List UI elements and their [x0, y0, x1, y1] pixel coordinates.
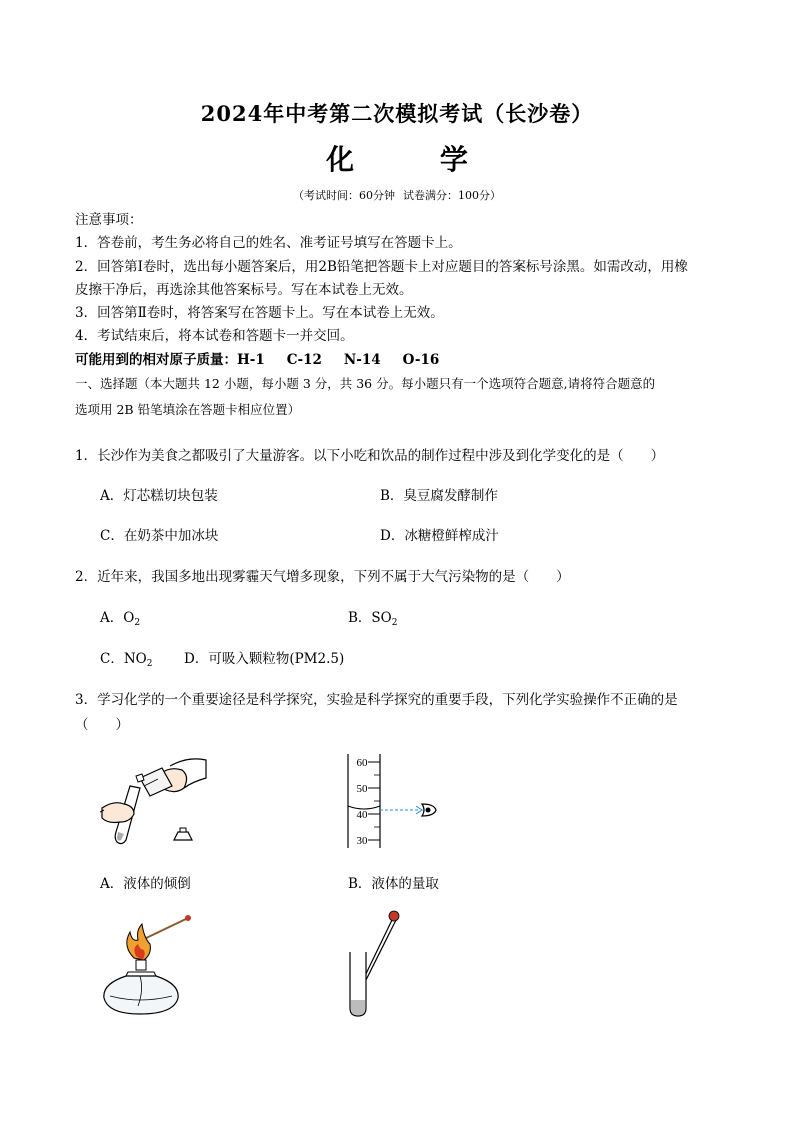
- question-2-option-d: D．可吸入颗粒物(PM2.5): [184, 651, 345, 667]
- note-item: 2．回答第Ⅰ卷时，选出每小题答案后，用2B铅笔把答题卡上对应题目的答案标号涂黑。如需改动，用橡: [75, 259, 688, 275]
- note-item: 1．答卷前，考生务必将自己的姓名、准考证号填写在答题卡上。: [75, 235, 462, 251]
- cylinder-tick-label: 50: [356, 783, 368, 795]
- question-2-stem: 2．近年来，我国多地出现雾霾天气增多现象，下列不属于大气污染物的是（ ）: [75, 569, 570, 585]
- note-item: 4．考试结束后，将本试卷和答题卡一并交回。: [75, 328, 354, 344]
- section-heading-line1: 一、选择题（本大题共 12 小题，每小题 3 分，共 36 分。每小题只有一个选项符合题意,请将符合题意的: [75, 376, 656, 391]
- page-title: 2024年中考第二次模拟考试（长沙卷）: [200, 101, 594, 126]
- question-2-option-b: B．$SO_2$: [348, 610, 398, 628]
- question-2-option-c: C．$NO_2$: [100, 651, 153, 669]
- alcohol-lamp-figure: [100, 910, 200, 1020]
- question-3-stem-line2: （ ）: [75, 717, 129, 733]
- liquid-pouring-figure: [100, 752, 210, 852]
- atomic-mass: H-1: [237, 352, 265, 368]
- full-score: 试卷满分：100分）: [403, 189, 501, 202]
- question-1-stem: 1．长沙作为美食之都吸引了大量游客。以下小吃和饮品的制作过程中涉及到化学变化的是（ ）: [75, 448, 665, 464]
- question-1-option-c: C．在奶茶中加冰块: [100, 528, 219, 544]
- question-1-option-d: D．冰糖橙鲜榨成汁: [380, 528, 499, 544]
- question-1-option-b: B．臭豆腐发酵制作: [380, 488, 498, 504]
- exam-time: （考试时间：60分钟: [293, 189, 395, 202]
- cylinder-tick-label: 30: [356, 835, 368, 847]
- question-3-option-a: A．液体的倾倒: [100, 876, 191, 892]
- atomic-mass: O-16: [402, 352, 440, 368]
- cylinder-tick-label: 40: [356, 809, 368, 821]
- note-item: 3．回答第Ⅱ卷时，将答案写在答题卡上。写在本试卷上无效。: [75, 305, 444, 321]
- question-3-option-b: B．液体的量取: [348, 876, 439, 892]
- cylinder-tick-label: 60: [356, 757, 368, 769]
- dropper-figure: [340, 908, 420, 1020]
- subject-title: 化 学: [326, 143, 506, 176]
- graduated-cylinder-figure: [340, 752, 450, 852]
- notes-heading: 注意事项：: [75, 212, 143, 228]
- section-heading-line2: 选项用 2B 铅笔填涂在答题卡相应位置）: [75, 402, 301, 417]
- note-item: 皮擦干净后，再选涂其他答案标号。写在本试卷上无效。: [75, 282, 413, 298]
- atomic-masses-label: 可能用到的相对原子质量：: [75, 352, 237, 368]
- atomic-mass: N-14: [343, 352, 381, 368]
- question-1-option-a: A．灯芯糕切块包装: [100, 488, 218, 504]
- question-2-option-a: A．$O_2$: [100, 610, 141, 628]
- atomic-mass: C-12: [286, 352, 322, 368]
- question-3-stem-line1: 3．学习化学的一个重要途径是科学探究，实验是科学探究的重要手段，下列化学实验操作不正确的是: [75, 692, 678, 708]
- exam-info: [0, 187, 794, 203]
- atomic-masses: [75, 350, 461, 370]
